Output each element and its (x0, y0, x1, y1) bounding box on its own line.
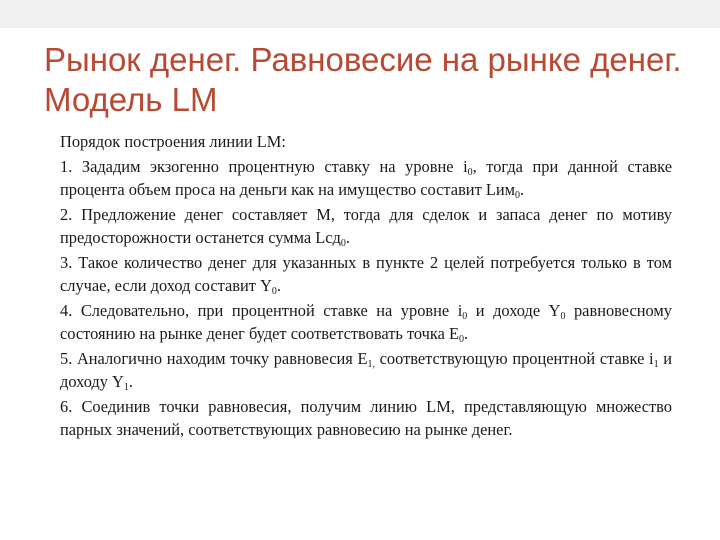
p3-text-b: . (276, 276, 282, 295)
p4-sub-2: 0 (560, 311, 566, 322)
paragraph-4 (60, 299, 672, 345)
paragraph-1 (60, 155, 672, 201)
p3-sub-1: 0 (271, 286, 277, 297)
body-heading: Порядок построения линии LM: (60, 132, 286, 151)
p1-text-a: 1. Зададим экзогенно процентную ставку на уровне i (60, 157, 468, 176)
p2-text-b: . (345, 228, 350, 247)
p3-text-a: 3. Такое количество денег для указанных в пункте 2 целей потребуется только в том случае, если доход составит Y (60, 253, 672, 295)
p4-sub-3: 0 (459, 334, 465, 345)
p5-text-a: 5. Аналогично находим точку равновесия E (60, 349, 368, 368)
p2-sub-1: 0 (340, 238, 346, 249)
p1-sub-1: 0 (467, 167, 473, 178)
paragraph-6: 6. Соединив точки равновесия, получим линию LM, представляющую множество парных значений, соответствующих равновесию на рынке денег. (60, 397, 672, 439)
p5-sub-1: 1, (367, 359, 375, 370)
p4-text-c: равновесному состоянию на рынке денег будет соответствовать точка E (60, 301, 672, 343)
p5-sub-2: 1 (653, 359, 659, 370)
top-band (0, 0, 720, 28)
slide-body (60, 130, 672, 443)
p4-text-b: и доходе Y (467, 301, 561, 320)
p4-text-a: 4. Следовательно, при процентной ставке на уровне i (60, 301, 463, 320)
p1-text-b: , тогда при данной ставке процента объем проса на деньги как на имущество составит Lим (60, 157, 672, 199)
slide-title: Рынок денег. Равновесие на рынке денег. Модель LM (44, 41, 682, 118)
p4-sub-1: 0 (462, 311, 468, 322)
paragraph-3 (60, 251, 672, 297)
p2-text-a: 2. Предложение денег составляет М, тогда для сделок и запаса денег по мотиву предосторожности останется сумма Lсд (60, 205, 672, 247)
p1-sub-2: 0 (515, 190, 520, 201)
p5-text-d: . (128, 372, 133, 391)
p5-sub-3: 1 (123, 382, 129, 393)
p5-text-c: и доходу Y (60, 349, 672, 391)
p5-text-b: соответствующую процентной ставке i (375, 349, 654, 368)
paragraph-5 (60, 347, 672, 393)
p1-text-c: . (520, 180, 525, 199)
p4-text-d: . (464, 324, 469, 343)
paragraph-2 (60, 203, 672, 249)
